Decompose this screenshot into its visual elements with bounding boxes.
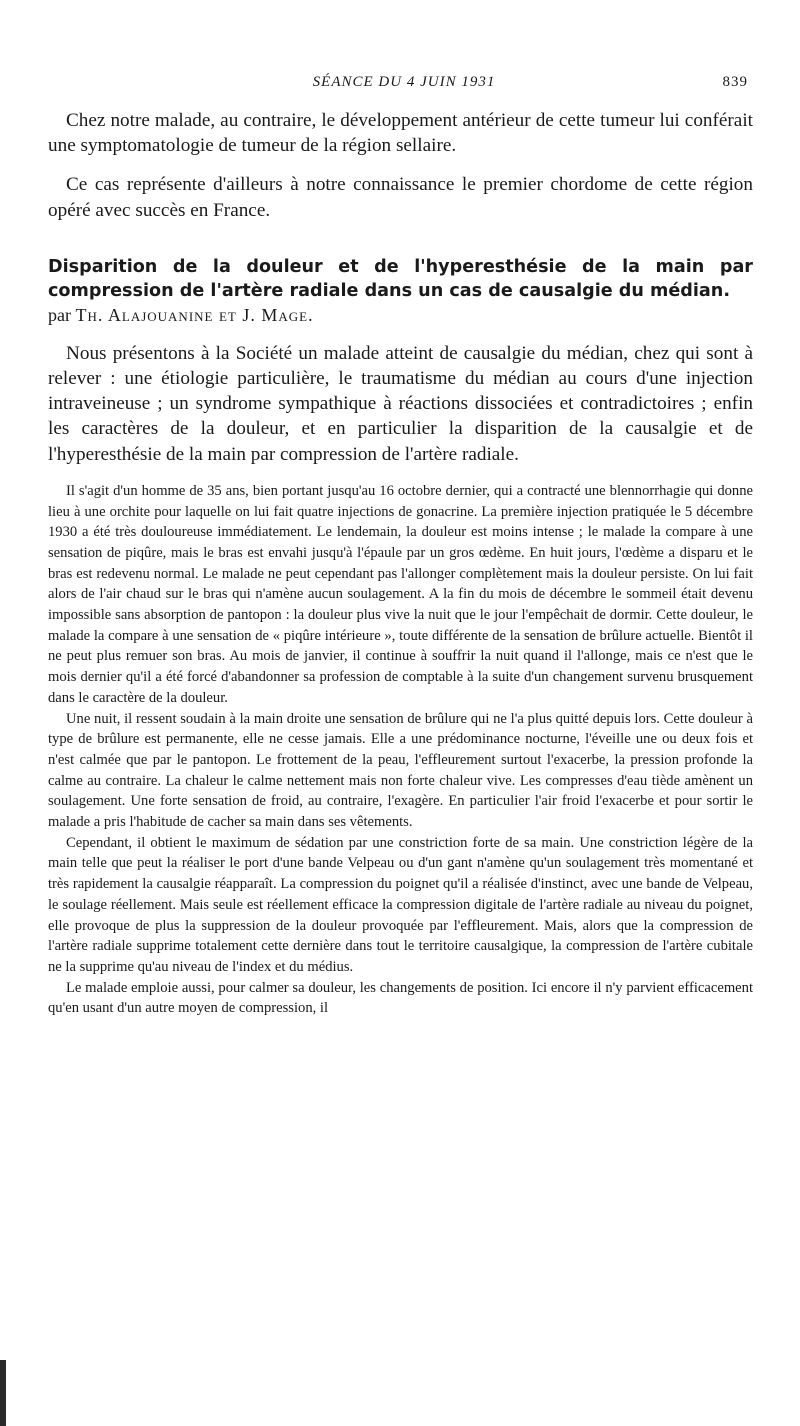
article-intro: Nous présentons à la Société un malade atteint de causalgie du médian, chez qui sont à relever : une étiologie particulière, le traumatisme du médian au cours d'une injection intraveineuse ; un syndrome sympathique à réactions dissociées et contradictoires ; enfin les caractères de la douleur, et en particulier la disparition de la causalgie et de l'hyperesthésie de la main par compression de l'artère radiale. (48, 342, 753, 465)
spacer (48, 467, 753, 481)
authors-prefix: par (48, 304, 71, 325)
page-number: 839 (722, 74, 748, 90)
body-text (48, 108, 753, 1019)
case-paragraph-2: Une nuit, il ressent soudain à la main droite une sensation de brûlure qui ne l'a plus quitté depuis lors. Cette douleur à type de brûlure est permanente, elle ne cesse jamais. Elle a une prédominance nocturne, l'éveille une ou deux fois et n'est calmée que par le pantopon. Le frottement de la peau, l'effleurement surtout l'exacerbe, la pression profonde la calme au contraire. La chaleur le calme nettement mais non forte chaleur vive. Les compresses d'eau tiède amènent un soulagement. Une forte sensation de froid, au contraire, l'exagère. En particulier l'air froid l'exacerbe et pour sortir le malade a pris l'habitude de cacher sa main dans ses vêtements. (48, 710, 753, 831)
spacer (48, 327, 753, 341)
case-paragraph-1: Il s'agit d'un homme de 35 ans, bien portant jusqu'au 16 octobre dernier, qui a contracté une blennorrhagie qui donne lieu à une orchite pour laquelle on lui fait quatre injections de gonacrine. La première injection pratiquée le 5 décembre 1930 a été très douloureuse immédiatement. Le lendemain, la douleur est moins intense ; le malade la compare à une sensation de piqûre, mais le bras est envahi jusqu'à l'épaule par un gros œdème. En huit jours, l'œdème a disparu et le bras est redevenu normal. Le malade ne peut cependant pas l'allonger complètement mais la douleur persiste. On lui fait alors de l'air chaud sur le bras qui n'amène aucun soulagement. A la fin du mois de décembre le sommeil était devenu impossible sans absorption de pantopon : la douleur plus vive la nuit que le jour l'empêchait de dormir. Cette douleur, le malade la compare à une sensation de « piqûre intérieure », toute différente de la sensation de brûlure actuelle. Bientôt il ne peut plus remuer son bras. Au mois de janvier, il continue à souffrir la nuit quand il l'allonge, mais ce n'est que le mois dernier qu'il a été forcé d'abandonner sa profession de comptable à la suite d'un changement survenu brusquement dans le caractère de la douleur. (48, 482, 753, 706)
running-head-title: SÉANCE DU 4 JUIN 1931 (312, 74, 496, 90)
spacer (48, 223, 753, 255)
authors-names: Th. Alajouanine et J. Mage. (75, 304, 314, 325)
spacer (48, 158, 753, 172)
article-title: Disparition de la douleur et de l'hyperesthésie de la main par compression de l'artère radiale dans un cas de causalgie du médian. (48, 256, 753, 301)
case-paragraph-4: Le malade emploie aussi, pour calmer sa douleur, les changements de position. Ici encore il n'y parvient efficacement qu'en usant d'un autre moyen de compression, il (48, 979, 753, 1017)
case-paragraph-3: Cependant, il obtient le maximum de sédation par une constriction forte de sa main. Une constriction légère de la main telle que peut la réaliser le port d'une bande Velpeau ou d'un gant n'amène qu'un soulagement très momentané et très rapidement la causalgie réapparaît. La compression du poignet qu'il a réalisée d'instinct, avec une bande de Velpeau, le soulage réellement. Mais seule est réellement efficace la compression digitale de l'artère radiale au niveau du poignet, elle provoque de plus la suppression de la douleur provoquée par l'effleurement. Mais, alors que la compression de l'artère radiale supprime totalement cette dernière dans tout le territoire causalgique, la compression de l'artère cubitale ne la supprime qu'au niveau de l'index et du médius. (48, 834, 753, 975)
running-head (60, 74, 748, 96)
article-authors (48, 303, 753, 327)
paragraph-ce-cas: Ce cas représente d'ailleurs à notre connaissance le premier chordome de cette région opéré avec succès en France. (48, 174, 753, 221)
binding-edge (0, 1360, 6, 1426)
paragraph-chez-notre-malade: Chez notre malade, au contraire, le développement antérieur de cette tumeur lui conférait une symptomatologie de tumeur de la région sellaire. (48, 110, 753, 157)
